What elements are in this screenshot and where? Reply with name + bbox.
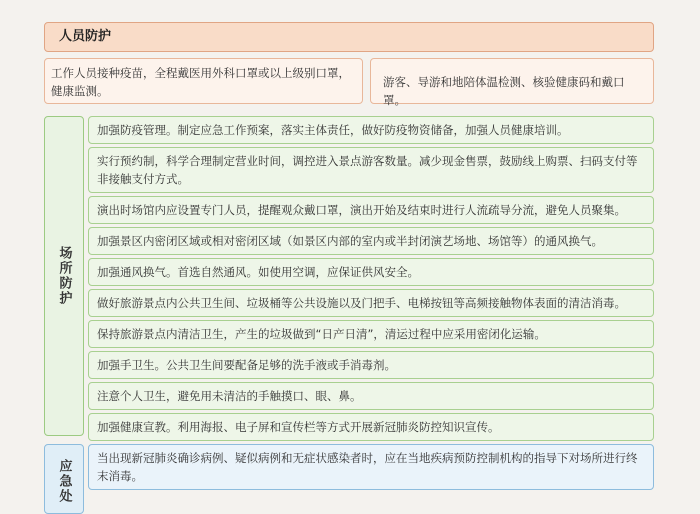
venue-measure-item: 实行预约制，科学合理制定营业时间，调控进入景点游客数量。减少现金售票，鼓励线上购票、扫码支付等非接触支付方式。 [88, 147, 654, 193]
venue-measure-item: 加强健康宣教。利用海报、电子屏和宣传栏等方式开展新冠肺炎防控知识宣传。 [88, 413, 654, 441]
emergency-handling-label [44, 444, 84, 514]
venue-measure-item: 演出时场馆内应设置专门人员，提醒观众戴口罩，演出开始及结束时进行人流疏导分流，避免人员聚集。 [88, 196, 654, 224]
venue-measure-item: 加强景区内密闭区域或相对密闭区域（如景区内部的室内或半封闭演艺场地、场馆等）的通风换气。 [88, 227, 654, 255]
venue-protection-label [44, 116, 84, 436]
venue-measure-item: 做好旅游景点内公共卫生间、垃圾桶等公共设施以及门把手、电梯按钮等高频接触物体表面的清洁消毒。 [88, 289, 654, 317]
venue-measure-item: 加强防疫管理。制定应急工作预案，落实主体责任，做好防疫物资储备，加强人员健康培训。 [88, 116, 654, 144]
emergency-handling-label-text: 应急处 [56, 459, 72, 504]
venue-measure-item: 保持旅游景点内清洁卫生，产生的垃圾做到“日产日清”，清运过程中应采用密闭化运输。 [88, 320, 654, 348]
venue-measure-item: 加强通风换气。首选自然通风。如使用空调，应保证供风安全。 [88, 258, 654, 286]
venue-measures-list [88, 116, 654, 444]
venue-measure-item: 注意个人卫生，避免用未清洁的手触摸口、眼、鼻。 [88, 382, 654, 410]
emergency-measure-item: 当出现新冠肺炎确诊病例、疑似病例和无症状感染者时，应在当地疾病预防控制机构的指导下对场所进行终末消毒。 [88, 444, 654, 490]
personnel-staff-measures: 工作人员接种疫苗，全程戴医用外科口罩或以上级别口罩，健康监测。 [44, 58, 363, 104]
personnel-visitor-measures: 游客、导游和地陪体温检测、核验健康码和戴口罩。 [370, 58, 654, 104]
venue-protection-label-text: 场所防护 [56, 246, 72, 306]
personnel-protection-header: 人员防护 [44, 22, 654, 52]
venue-measure-item: 加强手卫生。公共卫生间要配备足够的洗手液或手消毒剂。 [88, 351, 654, 379]
